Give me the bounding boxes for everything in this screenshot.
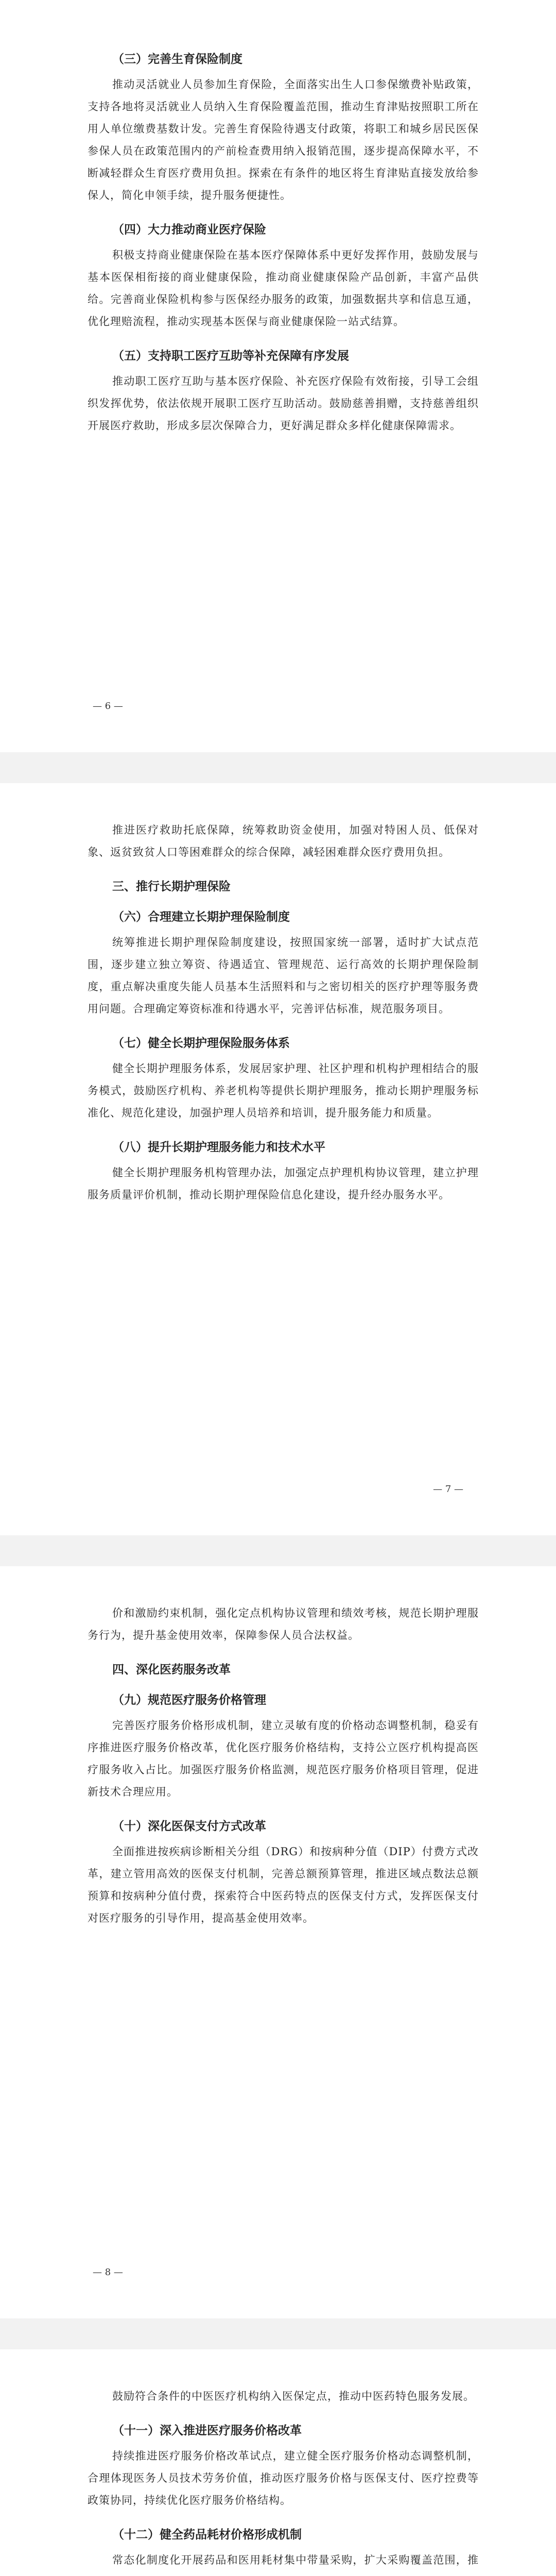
document-page [0, 1566, 556, 2318]
paragraph: 推动职工医疗互助与基本医疗保险、补充医疗保险有效衔接，引导工会组织发挥优势，依法依规开展职工医疗互助活动。鼓励慈善捐赠，支持慈善组织开展医疗救助，形成多层次保障合力，更好满足群众多样化健康保障需求。 [88, 375, 479, 432]
section-heading: 三、推行长期护理保险 [112, 880, 231, 893]
section-heading: （十）深化医保支付方式改革 [112, 1820, 266, 1833]
section-heading: （十一）深入推进医疗服务价格改革 [112, 2424, 302, 2437]
paragraph: 健全长期护理服务体系，发展居家护理、社区护理和机构护理相结合的服务模式，鼓励医疗机构、养老机构等提供长期护理服务，推动长期护理服务标准化、规范化建设，加强护理人员培养和培训，提升服务能力和质量。 [88, 1062, 479, 1119]
paragraph: 常态化制度化开展药品和医用耗材集中带量采购，扩大采购覆盖范围，推 [112, 2554, 479, 2566]
paragraph: 持续推进医疗服务价格改革试点，建立健全医疗服务价格动态调整机制，合理体现医务人员技术劳务价值，推动医疗服务价格与医保支付、医疗控费等政策协同，持续优化医疗服务价格结构。 [88, 2450, 479, 2506]
page-number: — 7 — [433, 1484, 463, 1495]
document-page [0, 783, 556, 1535]
section-heading: （四）大力推动商业医疗保险 [112, 223, 266, 236]
paragraph: 推动灵活就业人员参加生育保险，全面落实出生人口参保缴费补贴政策，支持各地将灵活就业人员纳入生育保险覆盖范围，推动生育津贴按照职工所在用人单位缴费基数计发。完善生育保险待遇支付政策，将职工和城乡居民医保参保人员在政策范围内的产前检查费用纳入报销范围，逐步提高保障水平，不断减轻群众生育医疗费用负担。探索在有条件的地区将生育津贴直接发放给参保人，简化申领手续，提升服务便捷性。 [88, 78, 479, 201]
document-page [0, 0, 556, 752]
paragraph: 统筹推进长期护理保险制度建设，按照国家统一部署，适时扩大试点范围，逐步建立独立筹资、待遇适宜、管理规范、运行高效的长期护理保险制度，重点解决重度失能人员基本生活照料和与之密切相关的医疗护理等服务费用问题。合理确定筹资标准和待遇水平，完善评估标准，规范服务项目。 [88, 936, 479, 1015]
paragraph: 全面推进按疾病诊断相关分组（DRG）和按病种分值（DIP）付费方式改革，建立管用高效的医保支付机制，完善总额预算管理，推进区域点数法总额预算和按病种分值付费，探索符合中医药特点的医保支付方式，发挥医保支付对医疗服务的引导作用，提高基金使用效率。 [88, 1845, 479, 1924]
page-content [88, 2385, 479, 2576]
section-heading: （六）合理建立长期护理保险制度 [112, 910, 290, 924]
page-content [88, 819, 479, 1206]
page-number: — 6 — [93, 701, 123, 711]
paragraph: 价和激励约束机制，强化定点机构协议管理和绩效考核，规范长期护理服务行为，提升基金使用效率，保障参保人员合法权益。 [88, 1607, 479, 1641]
section-heading: （五）支持职工医疗互助等补充保障有序发展 [112, 349, 349, 363]
section-heading: （十二）健全药品耗材价格形成机制 [112, 2528, 302, 2541]
paragraph: 推进医疗救助托底保障，统筹救助资金使用，加强对特困人员、低保对象、返贫致贫人口等困难群众的综合保障，减轻困难群众医疗费用负担。 [88, 824, 479, 858]
section-heading: 四、深化医药服务改革 [112, 1663, 231, 1676]
page-content [88, 1602, 479, 1929]
page-content [88, 36, 479, 437]
paragraph: 积极支持商业健康保险在基本医疗保障体系中更好发挥作用，鼓励发展与基本医保相衔接的商业健康保险，推动商业健康保险产品创新，丰富产品供给。完善商业保险机构参与医保经办服务的政策，加强数据共享和信息互通，优化理赔流程，推动实现基本医保与商业健康保险一站式结算。 [88, 249, 479, 328]
page-number: — 8 — [93, 2267, 123, 2278]
section-heading: （九）规范医疗服务价格管理 [112, 1693, 266, 1707]
section-heading: （七）健全长期护理保险服务体系 [112, 1037, 290, 1050]
page-gap [0, 1535, 556, 1566]
section-heading: （三）完善生育保险制度 [112, 53, 242, 66]
page-gap [0, 2318, 556, 2349]
paragraph: 完善医疗服务价格形成机制，建立灵敏有度的价格动态调整机制，稳妥有序推进医疗服务价格改革，优化医疗服务价格结构，支持公立医疗机构提高医疗服务收入占比。加强医疗服务价格监测，规范医疗服务价格项目管理，促进新技术合理应用。 [88, 1719, 479, 1798]
paragraph: 健全长期护理服务机构管理办法，加强定点护理机构协议管理，建立护理服务质量评价机制，推动长期护理保险信息化建设，提升经办服务水平。 [88, 1166, 479, 1201]
paragraph: 鼓励符合条件的中医医疗机构纳入医保定点，推动中医药特色服务发展。 [112, 2390, 475, 2402]
document-page [0, 2349, 556, 2576]
section-heading: （八）提升长期护理服务能力和技术水平 [112, 1141, 325, 1154]
page-gap [0, 752, 556, 783]
